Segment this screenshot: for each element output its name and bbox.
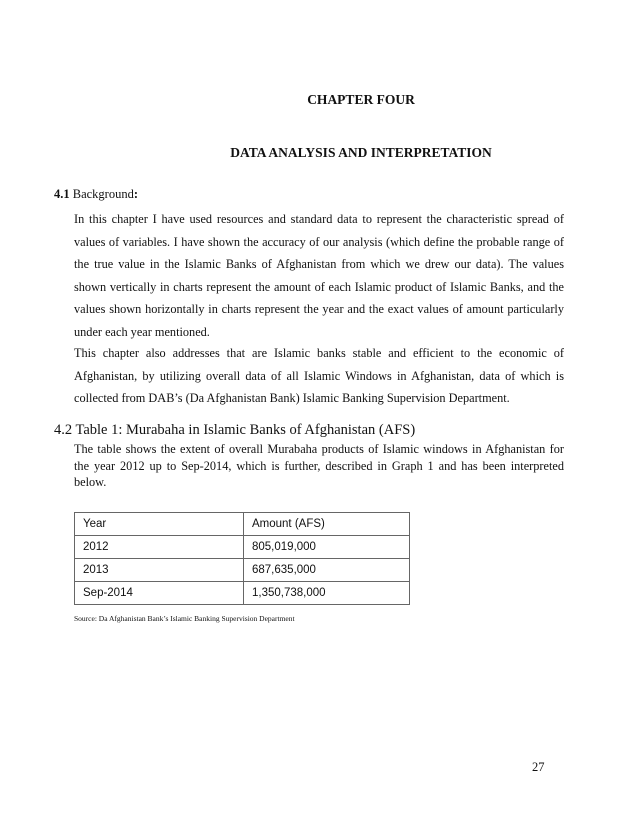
background-number: 4.1: [54, 187, 70, 201]
cell-amount: 1,350,738,000: [244, 582, 410, 605]
table-row: [75, 536, 410, 559]
background-paragraph-1: In this chapter I have used resources and standard data to represent the characteristic spread of values of variables. I have shown the accuracy of our analysis (which define the probable range of the true value in the Islamic Banks of Afghanistan from which we drew our data). The values shown vertically in charts represent the amount of each Islamic product of Islamic Banks, and the values shown horizontally in charts represent the year and the exact values of amount particularly under each year mentioned.: [74, 212, 564, 339]
murabaha-table: [74, 512, 410, 605]
table-row: [75, 582, 410, 605]
cell-year: Sep-2014: [75, 582, 244, 605]
chapter-title: CHAPTER FOUR: [307, 92, 415, 107]
section-title: DATA ANALYSIS AND INTERPRETATION: [230, 145, 492, 160]
table-source-note: Source: Da Afghanistan Bank’s Islamic Banking Supervision Department: [74, 614, 295, 623]
background-colon: :: [133, 187, 139, 201]
header-year: Year: [75, 513, 244, 536]
table-description: The table shows the extent of overall Murabaha products of Islamic windows in Afghanistan for the year 2012 up to Sep-2014, which is further, described in Graph 1 and has been interpreted below.: [74, 442, 564, 489]
page-number: 27: [532, 760, 545, 774]
table-section-title: 4.2 Table 1: Murabaha in Islamic Banks of Afghanistan (AFS): [54, 422, 416, 438]
cell-year: 2013: [75, 559, 244, 582]
cell-year: 2012: [75, 536, 244, 559]
background-paragraph-2: This chapter also addresses that are Islamic banks stable and efficient to the economic of Afghanistan, by utilizing overall data of all Islamic Windows in Afghanistan, data of which is collected from DAB’s (Da Afghanistan Bank) Islamic Banking Supervision Department.: [74, 346, 564, 406]
table-header-row: [75, 513, 410, 536]
cell-amount: 805,019,000: [244, 536, 410, 559]
table-row: [75, 559, 410, 582]
header-amount: Amount (AFS): [244, 513, 410, 536]
background-label: Background: [69, 187, 134, 201]
background-heading: [54, 187, 138, 202]
cell-amount: 687,635,000: [244, 559, 410, 582]
